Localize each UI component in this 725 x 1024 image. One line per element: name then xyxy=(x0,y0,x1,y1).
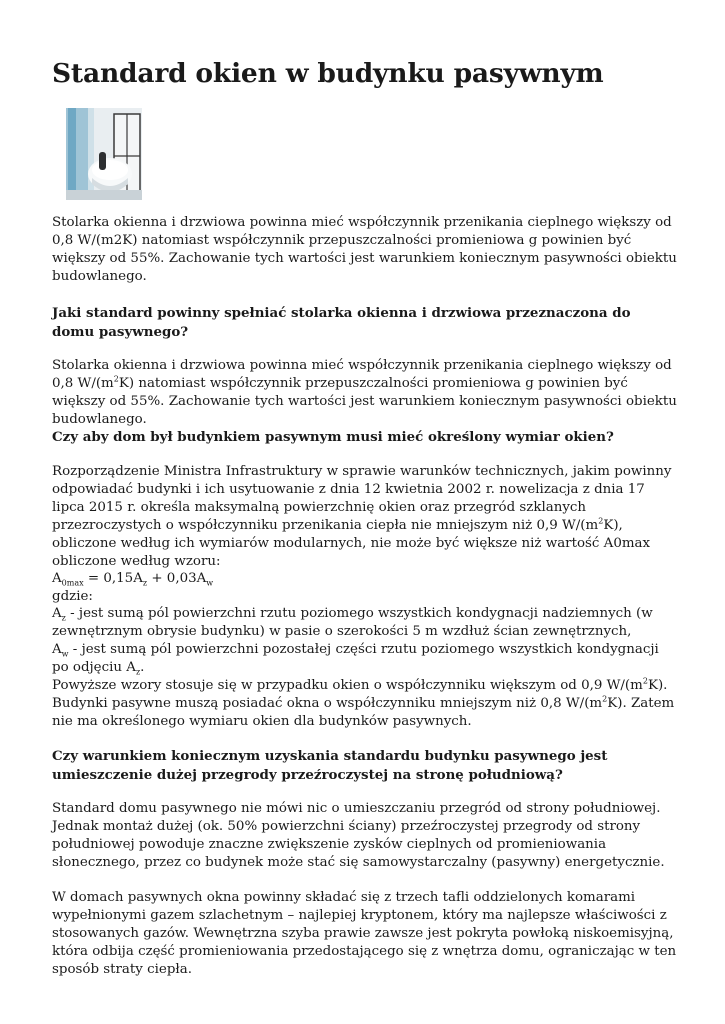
definition-text: - jest sumą pól powierzchni rzutu poziomego wszystkich kondygnacji nadziemnych (w zewnętrznym obrysie budynku) w pasie o szerokości 5 m wzdłuż ścian zewnętrznych, xyxy=(52,606,653,639)
superscript: 2 xyxy=(642,676,648,686)
page-title: Standard okien w budynku pasywnym xyxy=(52,58,604,89)
formula-subscript: w xyxy=(206,578,214,588)
answer-2b-text-end: K). Zatem nie ma określonego wymiaru okien dla budynków pasywnych. xyxy=(52,696,675,729)
definition-subscript: z xyxy=(135,667,141,677)
superscript: 2 xyxy=(113,374,119,384)
superscript: 2 xyxy=(602,694,608,704)
formula-plus: + 0,03A xyxy=(147,571,207,586)
answer-2-paragraph xyxy=(52,463,677,571)
question-2-heading: Czy aby dom był budynkiem pasywnym musi mieć określony wymiar okien? xyxy=(52,429,614,445)
formula-subscript: z xyxy=(142,578,148,588)
gdzie-label: gdzie: xyxy=(52,589,93,604)
answer-2-text: Rozporządzenie Ministra Infrastruktury w sprawie warunków technicznych, jakim powinny odpowiadać budynki i ich usytuowanie z dnia 12 kwietnia 2002 r. nowelizacja z dnia 17 lipca 2015 r. określa maksymalną powierzchnię okien oraz przegród szklanych przezroczystych o współczynniku przenikania ciepła nie mniejszym niż 0,9 W/(m xyxy=(52,464,672,533)
answer-4-paragraph: W domach pasywnych okna powinny składać się z trzech tafli oddzielonych komarami wypełnionymi gazem szlachetnym – najlepiej kryptonem, który ma najlepsze właściwości z stosowanych gazów. Wewnętrzna szyba prawie zawsze jest pokryta powłoką niskoemisyjną, która odbija część promieniowania przedostającego się z wnętrza domu, ograniczając w ten sposób straty ciepła. xyxy=(52,890,677,977)
question-1-heading: Jaki standard powinny spełniać stolarka okienna i drzwiowa przeznaczona do domu pasywnego? xyxy=(52,305,631,340)
definition-end: . xyxy=(140,660,145,675)
formula-line xyxy=(52,570,677,588)
answer-2b-text-cont: K). Budynki pasywne muszą posiadać okna o współczynniku mniejszym niż 0,8 W/(m xyxy=(52,678,668,711)
definition-symbol: A xyxy=(52,606,62,621)
intro-paragraph: Stolarka okienna i drzwiowa powinna mieć współczynnik przenikania cieplnego większy od 0,8 W/(m2K) natomiast współczynnik przepuszczalności promieniowa g powinien być większy od 55%. Zachowanie tych wartości jest warunkiem koniecznym pasywności obiektu budowlanego. xyxy=(52,215,677,284)
formula-subscript: 0max xyxy=(61,578,84,588)
definition-aw xyxy=(52,641,677,677)
interior-chair-window-photo-icon xyxy=(66,108,142,200)
answer-1-text: Stolarka okienna i drzwiowa powinna mieć współczynnik przenikania cieplnego większy od 0,8 W/(m xyxy=(52,358,672,391)
definition-az xyxy=(52,605,677,641)
definition-text: - jest sumą pól powierzchni pozostałej części rzutu poziomego wszystkich kondygnacji po odjęciu A xyxy=(52,642,659,675)
answer-2-text-cont: K), obliczone według ich wymiarów modularnych, nie może być większe niż wartość A0max obliczone według wzoru: xyxy=(52,518,651,569)
answer-1-text-cont: K) natomiast współczynnik przepuszczalności promieniowa g powinien być większy od 55%. Zachowanie tych wartości jest warunkiem koniecznym pasywności obiektu budowlanego. xyxy=(52,376,677,427)
answer-2b-paragraph xyxy=(52,677,677,731)
definition-symbol: A xyxy=(52,642,62,657)
answer-3-paragraph: Standard domu pasywnego nie mówi nic o umieszczaniu przegród od strony południowej. Jednak montaż dużej (ok. 50% powierzchni ściany) przeźroczystej przegrody od strony południowej powoduje znaczne zwiększenie zysków cieplnych od promieniowania słonecznego, przez co budynek może stać się samowystarczalny (pasywny) energetycznie. xyxy=(52,801,665,870)
superscript: 2 xyxy=(598,516,604,526)
definition-subscript: w xyxy=(61,649,69,659)
question-3-heading: Czy warunkiem koniecznym uzyskania standardu budynku pasywnego jest umieszczenie dużej przegrody przeźroczystej na stronę południową? xyxy=(52,748,608,783)
definition-subscript: z xyxy=(61,613,66,623)
formula-symbol: A xyxy=(52,571,62,586)
answer-1-paragraph xyxy=(52,357,677,429)
answer-2b-text: Powyższe wzory stosuje się w przypadku okien o współczynniku większym od 0,9 W/(m xyxy=(52,678,643,693)
formula-equals: = 0,15A xyxy=(83,571,143,586)
article-thumbnail xyxy=(66,108,142,200)
